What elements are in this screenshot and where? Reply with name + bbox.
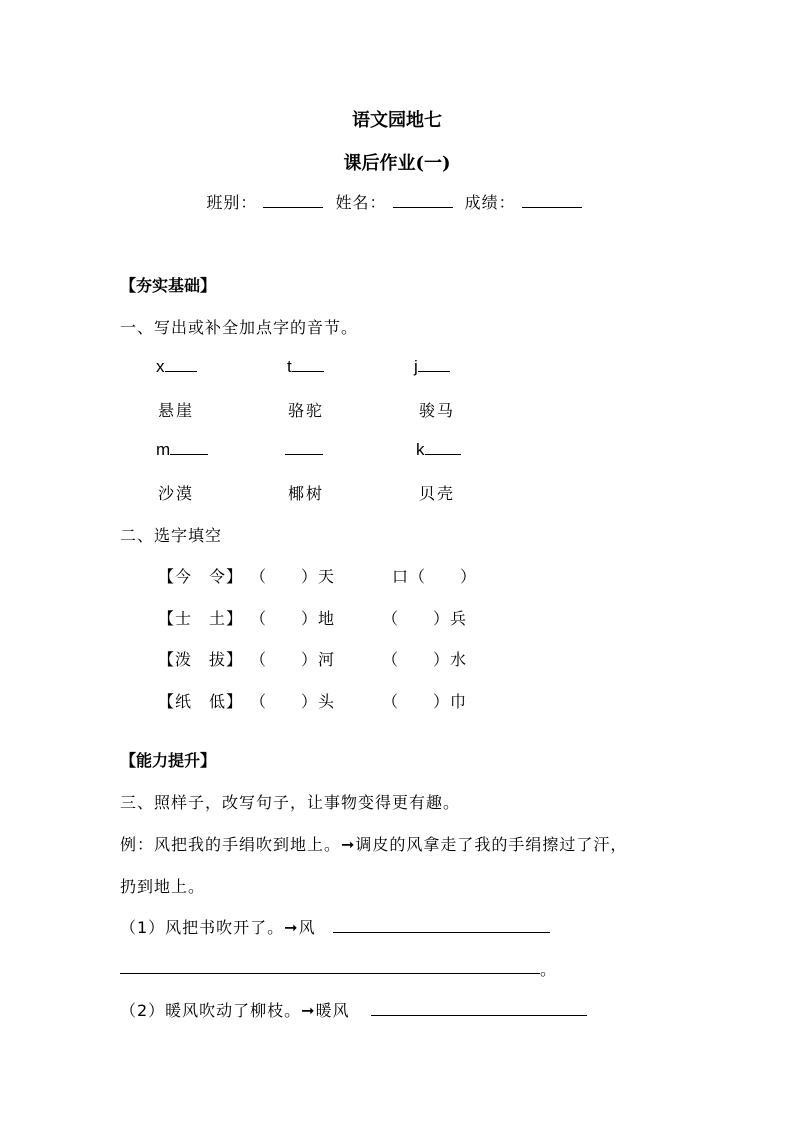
student-info-line: [0, 190, 794, 213]
choice-pair-3: 【泼 拔】: [158, 650, 244, 669]
choice-blank-4a[interactable]: （ ）头: [250, 692, 336, 711]
name-blank[interactable]: [393, 193, 453, 208]
choice-blank-3a[interactable]: （ ）河: [250, 650, 336, 669]
choice-pair-1: 【今 令】: [158, 567, 244, 586]
question-3-prompt: 三、照样子，改写句子，让事物变得更有趣。: [120, 793, 461, 812]
name-label: 姓名：: [335, 193, 387, 212]
pinyin-blank-3[interactable]: j: [414, 357, 450, 377]
choice-blank-2a[interactable]: （ ）地: [250, 609, 336, 628]
rewrite-item-2: （2）暖风吹动了柳枝。➞暖风: [120, 1001, 350, 1020]
pinyin-blank-1[interactable]: x: [156, 357, 197, 377]
word-4: 沙漠: [158, 484, 195, 503]
pinyin-blank-5[interactable]: [285, 440, 323, 460]
pinyin-blank-4[interactable]: m: [156, 440, 208, 460]
score-label: 成绩：: [464, 193, 516, 212]
choice-blank-2b[interactable]: （ ）兵: [382, 609, 468, 628]
word-1: 悬崖: [158, 401, 195, 420]
page-title: 语文园地七: [352, 110, 442, 131]
question-2-prompt: 二、选字填空: [120, 526, 223, 545]
word-5: 椰树: [288, 484, 325, 503]
class-label: 班别：: [206, 193, 258, 212]
choice-blank-1a[interactable]: （ ）天: [250, 567, 336, 586]
page-subtitle: 课后作业(一): [343, 153, 451, 174]
rewrite-item-1-blank[interactable]: [333, 932, 550, 933]
word-6: 贝壳: [419, 484, 456, 503]
choice-pair-2: 【士 土】: [158, 609, 244, 628]
word-3: 骏马: [419, 401, 456, 420]
choice-blank-4b[interactable]: （ ）巾: [382, 692, 468, 711]
choice-blank-1b[interactable]: 口（ ）: [392, 567, 478, 586]
rewrite-item-1-continuation-blank[interactable]: [120, 973, 540, 974]
choice-blank-3b[interactable]: （ ）水: [382, 650, 468, 669]
example-line-2: 扔到地上。: [120, 877, 206, 896]
rewrite-item-1-end: 。: [540, 960, 558, 979]
word-2: 骆驼: [288, 401, 325, 420]
example-line-1: 例：风把我的手绢吹到地上。➞调皮的风拿走了我的手绢擦过了汗，: [120, 835, 628, 854]
pinyin-blank-2[interactable]: t: [287, 357, 324, 377]
rewrite-item-2-blank[interactable]: [371, 1015, 587, 1016]
question-1-prompt: 一、写出或补全加点字的音节。: [120, 318, 359, 337]
section-heading-ability: 【能力提升】: [120, 751, 217, 770]
score-blank[interactable]: [522, 193, 582, 208]
rewrite-item-1: （1）风把书吹开了。➞风: [120, 918, 316, 937]
section-heading-basics: 【夯实基础】: [120, 276, 217, 295]
choice-pair-4: 【纸 低】: [158, 692, 244, 711]
class-blank[interactable]: [263, 193, 323, 208]
pinyin-blank-6[interactable]: k: [416, 440, 461, 460]
